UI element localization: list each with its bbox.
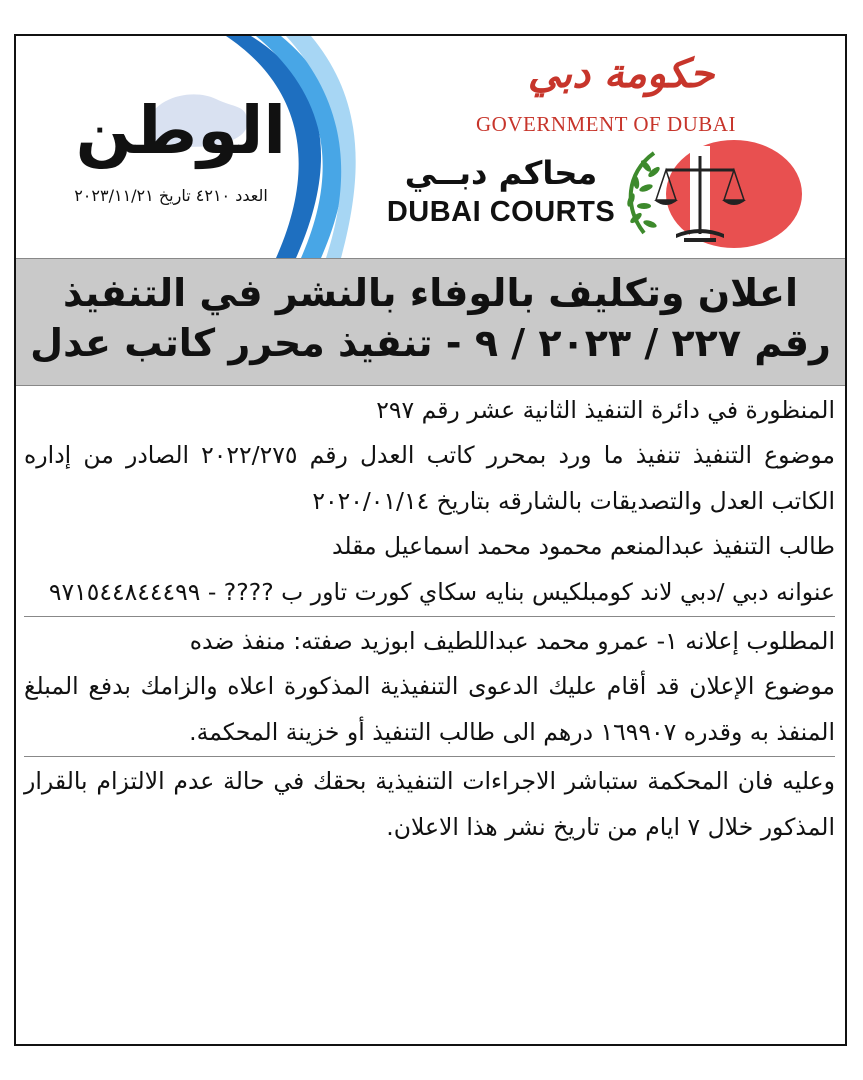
scales-of-justice-icon xyxy=(614,138,804,250)
paragraph-address: عنوانه دبي /دبي لاند كومبلكيس بنايه سكاي كورت تاور ب ???? - ٩٧١٥٤٤٨٤٤٤٩٩ xyxy=(48,577,835,606)
divider xyxy=(24,756,835,757)
paragraph-circuit: المنظورة في دائرة التنفيذ الثانية عشر رقم ٢٩٧ xyxy=(376,396,835,424)
courts-name-english: DUBAI COURTS xyxy=(386,196,616,228)
notice-title-band xyxy=(16,258,845,386)
paragraph-respondent: المطلوب إعلانه ١- عمرو محمد عبداللطيف ابوزيد صفته: منفذ ضده xyxy=(189,627,835,656)
paragraph-warning: وعليه فان المحكمة ستباشر الاجراءات التنفيذية بحقك في حالة عدم الالتزام بالقرار المذكور خلال ٧ ايام من تاريخ نشر هذا الاعلان. xyxy=(24,767,835,841)
notice-body xyxy=(24,388,835,850)
government-name-english: GOVERNMENT OF DUBAI xyxy=(476,112,736,136)
paragraph-claimant: طالب التنفيذ عبدالمنعم محمود محمد اسماعيل مقلد xyxy=(332,532,835,561)
notice-header xyxy=(16,36,845,258)
notice-title-line-2: رقم ٢٢٧ / ٢٠٢٣ / ٩ - تنفيذ محرر كاتب عدل xyxy=(30,321,831,365)
newspaper-logo: الوطن xyxy=(75,92,286,169)
government-name-arabic: حكومة دبي xyxy=(527,50,715,97)
notice-frame xyxy=(14,34,847,1046)
courts-name-arabic: محاكم دبــي xyxy=(404,154,598,192)
issue-date-line: العدد ٤٢١٠ تاريخ ٢٠٢٣/١١/٢١ xyxy=(74,186,268,205)
paragraph-notice-subject: موضوع الإعلان قد أقام عليك الدعوى التنفيذية المذكورة اعلاه والزامك بدفع المبلغ المنفذ به وقدره ١٦٩٩٠٧ درهم الى طالب التنفيذ أو خزينة المحكمة. xyxy=(24,672,835,746)
notice-title-line-1: اعلان وتكليف بالوفاء بالنشر في التنفيذ xyxy=(63,271,798,315)
paragraph-subject: موضوع التنفيذ تنفيذ ما ورد بمحرر كاتب العدل رقم ٢٠٢٢/٢٧٥ الصادر من إداره الكاتب العدل والتصديقات بالشارقه بتاريخ ٢٠٢٠/٠١/١٤ xyxy=(24,441,835,515)
divider xyxy=(24,616,835,617)
